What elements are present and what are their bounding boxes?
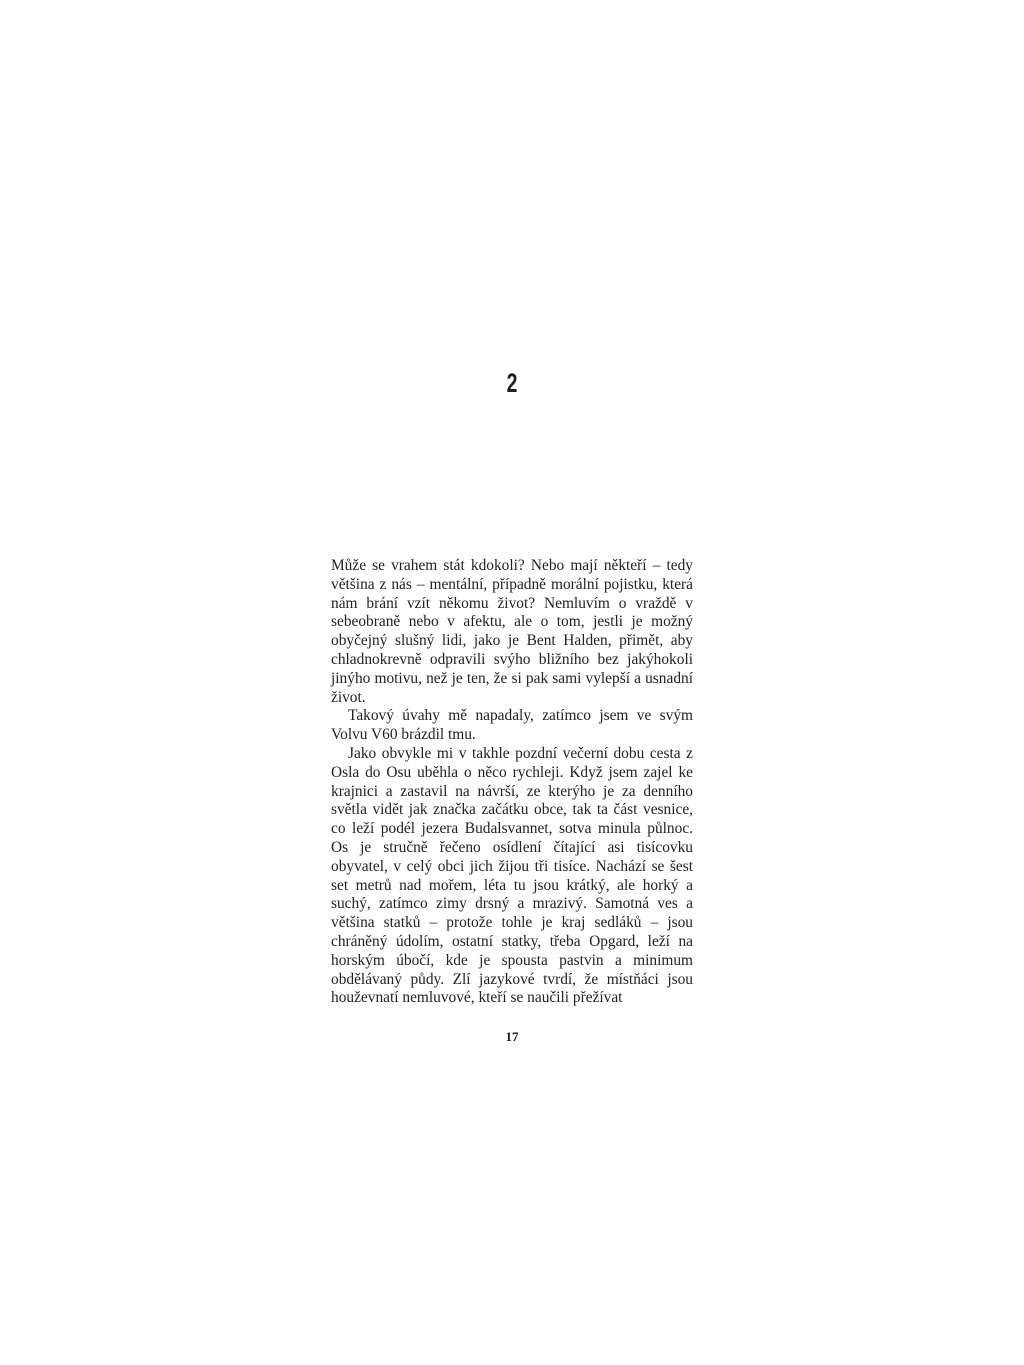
paragraph-3: Jako obvykle mi v takhle pozdní večerní dobu cesta z Osla do Osu uběhla o něco rychleji. Když jsem zajel ke krajnici a zastavil na návrší, ze kterýho je za denního světla vidět jak značka začátku obce, tak ta část vesnice, co leží podél jezera Budalsvannet, sotva minula půlnoc. Os je stručně řečeno osídlení čítající asi tisícovku obyvatel, v celý obci jich žijou tři tisíce. Nachází se šest set metrů nad mořem, léta tu jsou krátký, ale horký a suchý, zatímco zimy drsný a mrazivý. Samotná ves a většina statků – protože tohle je kraj sedláků – jsou chráněný údolím, ostatní statky, třeba Opgard, leží na horským úbočí, kde je spousta pastvin a minimum obdělávaný půdy. Zlí jazykové tvrdí, že místňáci jsou houževnatí nemluvové, kteří se naučili přežívat xyxy=(331,744,693,1007)
chapter-number: 2 xyxy=(506,368,518,398)
page-number: 17 xyxy=(505,1029,519,1044)
body-text xyxy=(331,557,693,1008)
paragraph-2: Takový úvahy mě napadaly, zatímco jsem ve svým Volvu V60 brázdil tmu. xyxy=(331,707,693,744)
paragraph-1: Může se vrahem stát kdokoli? Nebo mají někteří – tedy většina z nás – mentální, případně morální pojistku, která nám brání vzít někomu život? Nemluvím o vraždě v sebeobraně nebo v afektu, ale o tom, jestli je možný obyčejný slušný lidi, jako je Bent Halden, přimět, aby chladnokrevně odpravili svýho bližního bez jakýhokoli jinýho motivu, než je ten, že si pak sami vylepší a usnadní život. xyxy=(331,557,693,706)
